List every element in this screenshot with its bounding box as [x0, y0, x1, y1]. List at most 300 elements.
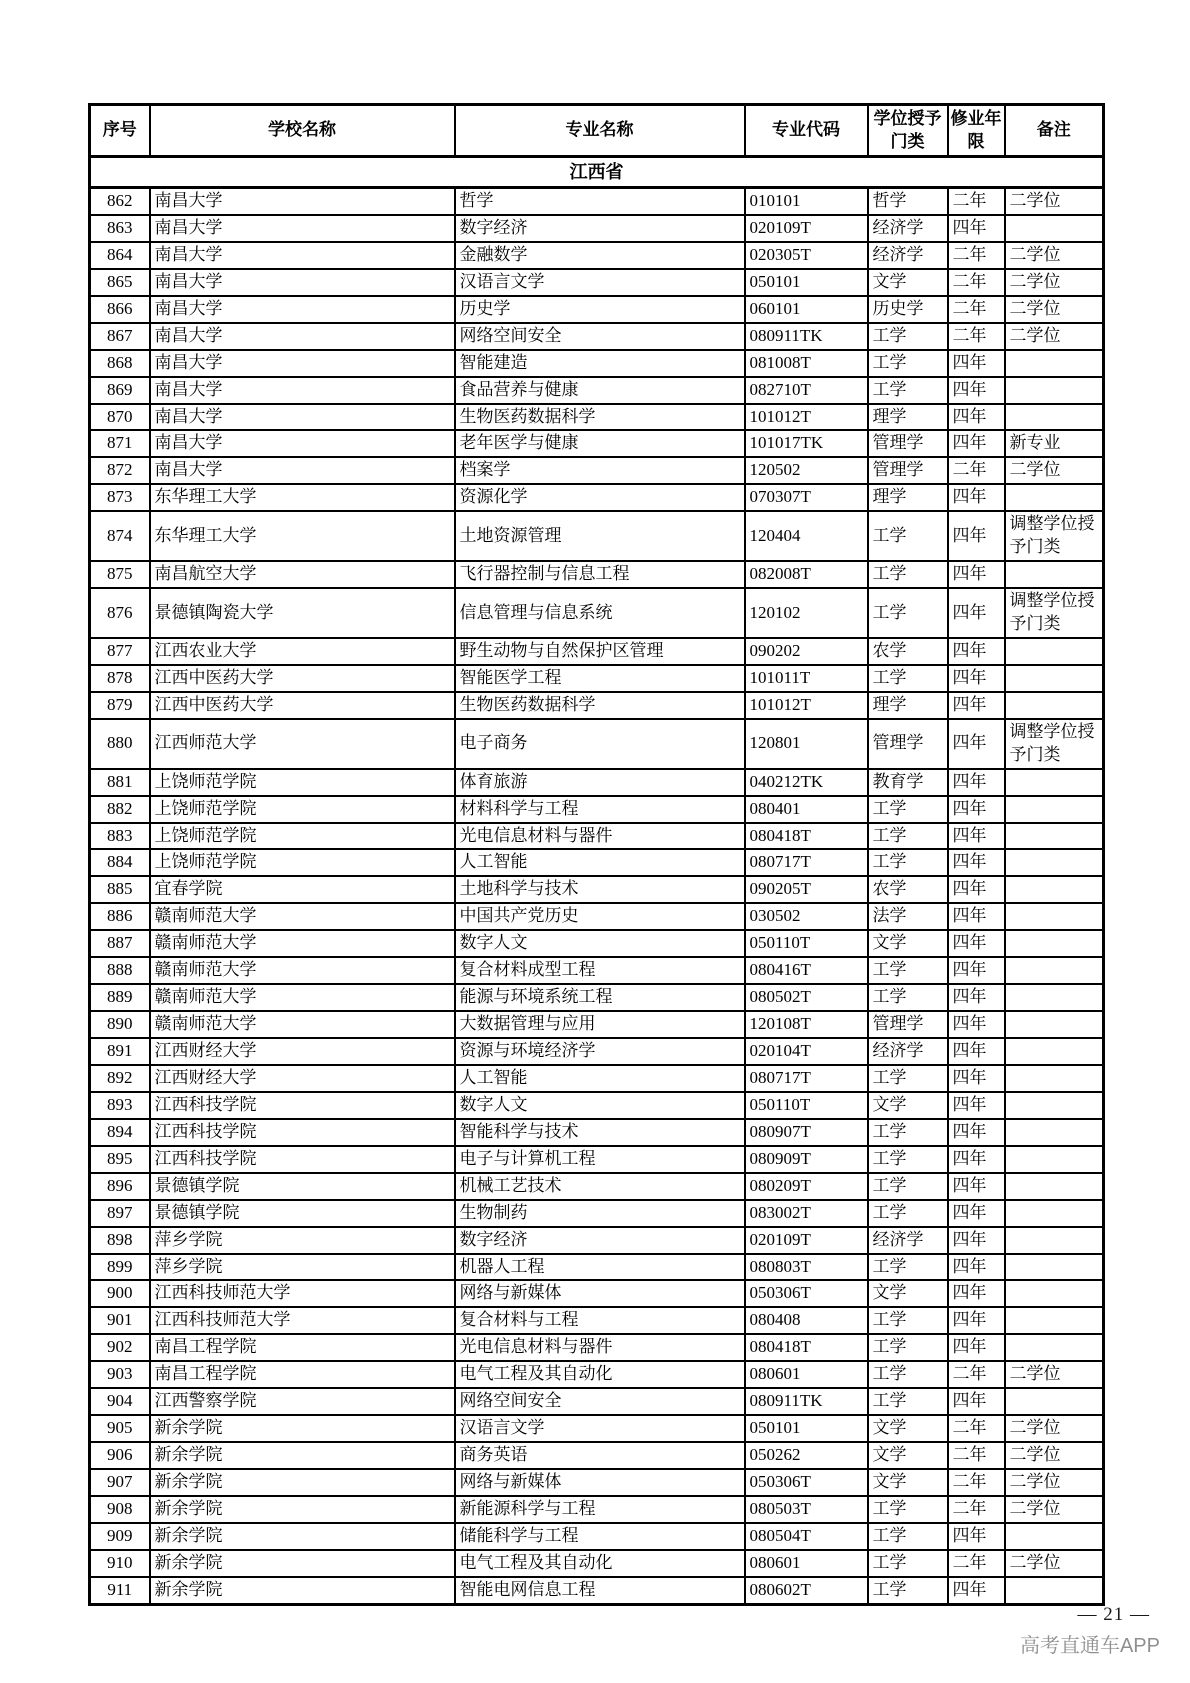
cell-major: 电子与计算机工程: [455, 1146, 745, 1173]
cell-years: 四年: [948, 1200, 1005, 1227]
cell-remark: 调整学位授予门类: [1005, 719, 1104, 769]
cell-degree: 经济学: [868, 215, 948, 242]
cell-school: 赣南师范大学: [150, 984, 455, 1011]
table-row: [90, 404, 1104, 431]
cell-no: 910: [90, 1550, 150, 1577]
cell-remark: 二学位: [1005, 1469, 1104, 1496]
table-row: [90, 561, 1104, 588]
cell-years: 四年: [948, 1173, 1005, 1200]
cell-major: 档案学: [455, 457, 745, 484]
cell-major: 网络与新媒体: [455, 1469, 745, 1496]
cell-degree: 经济学: [868, 1227, 948, 1254]
cell-code: 060101: [745, 296, 868, 323]
cell-years: 四年: [948, 984, 1005, 1011]
cell-code: 120404: [745, 511, 868, 561]
cell-remark: [1005, 1254, 1104, 1281]
cell-remark: 新专业: [1005, 430, 1104, 457]
cell-degree: 工学: [868, 849, 948, 876]
cell-school: 赣南师范大学: [150, 930, 455, 957]
col-header-degree: 学位授予门类: [868, 105, 948, 157]
cell-school: 南昌大学: [150, 430, 455, 457]
cell-remark: [1005, 665, 1104, 692]
table-row: [90, 796, 1104, 823]
cell-degree: 工学: [868, 823, 948, 850]
cell-no: 871: [90, 430, 150, 457]
cell-major: 老年医学与健康: [455, 430, 745, 457]
table-row: [90, 242, 1104, 269]
cell-no: 885: [90, 876, 150, 903]
cell-no: 893: [90, 1092, 150, 1119]
cell-remark: 二学位: [1005, 242, 1104, 269]
cell-school: 东华理工大学: [150, 484, 455, 511]
cell-school: 南昌工程学院: [150, 1361, 455, 1388]
table-row: [90, 719, 1104, 769]
cell-remark: [1005, 1065, 1104, 1092]
cell-no: 907: [90, 1469, 150, 1496]
cell-school: 南昌大学: [150, 350, 455, 377]
cell-years: 四年: [948, 404, 1005, 431]
table-row: [90, 1065, 1104, 1092]
cell-major: 网络与新媒体: [455, 1280, 745, 1307]
cell-major: 资源与环境经济学: [455, 1038, 745, 1065]
cell-major: 野生动物与自然保护区管理: [455, 638, 745, 665]
cell-degree: 工学: [868, 323, 948, 350]
cell-no: 877: [90, 638, 150, 665]
cell-no: 873: [90, 484, 150, 511]
cell-degree: 文学: [868, 1442, 948, 1469]
cell-no: 900: [90, 1280, 150, 1307]
cell-major: 数字经济: [455, 215, 745, 242]
cell-school: 新余学院: [150, 1469, 455, 1496]
cell-years: 四年: [948, 903, 1005, 930]
cell-remark: [1005, 1577, 1104, 1604]
cell-years: 四年: [948, 1577, 1005, 1604]
cell-years: 四年: [948, 957, 1005, 984]
cell-remark: [1005, 1388, 1104, 1415]
cell-years: 二年: [948, 1361, 1005, 1388]
cell-years: 二年: [948, 1415, 1005, 1442]
cell-code: 050306T: [745, 1469, 868, 1496]
cell-remark: [1005, 1173, 1104, 1200]
cell-code: 120102: [745, 588, 868, 638]
cell-degree: 文学: [868, 1280, 948, 1307]
cell-school: 江西农业大学: [150, 638, 455, 665]
cell-major: 电气工程及其自动化: [455, 1361, 745, 1388]
cell-years: 四年: [948, 823, 1005, 850]
cell-school: 新余学院: [150, 1442, 455, 1469]
cell-degree: 理学: [868, 692, 948, 719]
cell-degree: 工学: [868, 665, 948, 692]
cell-remark: [1005, 1200, 1104, 1227]
cell-remark: 二学位: [1005, 457, 1104, 484]
cell-remark: [1005, 638, 1104, 665]
cell-school: 东华理工大学: [150, 511, 455, 561]
cell-code: 090205T: [745, 876, 868, 903]
cell-no: 886: [90, 903, 150, 930]
table-row: [90, 1200, 1104, 1227]
cell-remark: 二学位: [1005, 1442, 1104, 1469]
cell-no: 878: [90, 665, 150, 692]
cell-degree: 工学: [868, 1550, 948, 1577]
cell-code: 082710T: [745, 377, 868, 404]
table-row: [90, 1388, 1104, 1415]
cell-school: 赣南师范大学: [150, 1011, 455, 1038]
cell-code: 080907T: [745, 1119, 868, 1146]
cell-code: 101011T: [745, 665, 868, 692]
cell-years: 二年: [948, 1469, 1005, 1496]
cell-code: 080909T: [745, 1146, 868, 1173]
cell-code: 080503T: [745, 1496, 868, 1523]
table-row: [90, 1011, 1104, 1038]
cell-years: 四年: [948, 849, 1005, 876]
cell-remark: 调整学位授予门类: [1005, 511, 1104, 561]
cell-code: 080416T: [745, 957, 868, 984]
cell-major: 生物医药数据科学: [455, 692, 745, 719]
cell-school: 南昌大学: [150, 269, 455, 296]
table-row: [90, 377, 1104, 404]
cell-remark: 二学位: [1005, 1361, 1104, 1388]
cell-major: 智能电网信息工程: [455, 1577, 745, 1604]
cell-school: 江西中医药大学: [150, 692, 455, 719]
cell-school: 南昌大学: [150, 242, 455, 269]
cell-school: 江西警察学院: [150, 1388, 455, 1415]
cell-no: 864: [90, 242, 150, 269]
cell-major: 机器人工程: [455, 1254, 745, 1281]
cell-years: 二年: [948, 269, 1005, 296]
cell-major: 体育旅游: [455, 769, 745, 796]
cell-remark: [1005, 849, 1104, 876]
cell-no: 881: [90, 769, 150, 796]
cell-years: 四年: [948, 719, 1005, 769]
table-row: [90, 1361, 1104, 1388]
cell-remark: [1005, 404, 1104, 431]
col-header-remark: 备注: [1005, 105, 1104, 157]
cell-years: 二年: [948, 188, 1005, 215]
table-row: [90, 849, 1104, 876]
cell-major: 网络空间安全: [455, 323, 745, 350]
col-header-school: 学校名称: [150, 105, 455, 157]
cell-degree: 工学: [868, 1307, 948, 1334]
cell-no: 895: [90, 1146, 150, 1173]
cell-school: 新余学院: [150, 1577, 455, 1604]
cell-major: 网络空间安全: [455, 1388, 745, 1415]
table-row: [90, 1496, 1104, 1523]
cell-years: 四年: [948, 377, 1005, 404]
table-row: [90, 769, 1104, 796]
cell-no: 888: [90, 957, 150, 984]
table-row: [90, 1280, 1104, 1307]
cell-school: 南昌大学: [150, 323, 455, 350]
cell-school: 江西科技学院: [150, 1119, 455, 1146]
cell-no: 889: [90, 984, 150, 1011]
cell-school: 萍乡学院: [150, 1254, 455, 1281]
cell-degree: 工学: [868, 1119, 948, 1146]
cell-no: 901: [90, 1307, 150, 1334]
cell-years: 四年: [948, 1523, 1005, 1550]
cell-major: 电气工程及其自动化: [455, 1550, 745, 1577]
cell-code: 020109T: [745, 215, 868, 242]
col-header-no: 序号: [90, 105, 150, 157]
cell-no: 902: [90, 1334, 150, 1361]
cell-years: 四年: [948, 1092, 1005, 1119]
cell-degree: 管理学: [868, 719, 948, 769]
cell-no: 911: [90, 1577, 150, 1604]
table-row: [90, 430, 1104, 457]
cell-degree: 工学: [868, 1496, 948, 1523]
cell-school: 新余学院: [150, 1415, 455, 1442]
cell-no: 897: [90, 1200, 150, 1227]
cell-code: 050101: [745, 269, 868, 296]
cell-years: 四年: [948, 1307, 1005, 1334]
cell-degree: 文学: [868, 1469, 948, 1496]
cell-years: 四年: [948, 769, 1005, 796]
cell-degree: 管理学: [868, 430, 948, 457]
cell-code: 020305T: [745, 242, 868, 269]
cell-code: 030502: [745, 903, 868, 930]
table-row: [90, 1119, 1104, 1146]
cell-major: 人工智能: [455, 1065, 745, 1092]
cell-school: 萍乡学院: [150, 1227, 455, 1254]
cell-remark: 二学位: [1005, 1415, 1104, 1442]
cell-remark: [1005, 1119, 1104, 1146]
cell-code: 080601: [745, 1361, 868, 1388]
cell-degree: 工学: [868, 1334, 948, 1361]
cell-degree: 管理学: [868, 457, 948, 484]
cell-code: 080401: [745, 796, 868, 823]
table-row: [90, 1092, 1104, 1119]
table-row: [90, 1577, 1104, 1604]
cell-major: 商务英语: [455, 1442, 745, 1469]
cell-school: 新余学院: [150, 1523, 455, 1550]
cell-years: 四年: [948, 430, 1005, 457]
cell-remark: [1005, 215, 1104, 242]
cell-code: 080418T: [745, 1334, 868, 1361]
table-row: [90, 1550, 1104, 1577]
cell-school: 江西师范大学: [150, 719, 455, 769]
cell-remark: [1005, 350, 1104, 377]
cell-major: 储能科学与工程: [455, 1523, 745, 1550]
cell-major: 智能医学工程: [455, 665, 745, 692]
cell-code: 080911TK: [745, 323, 868, 350]
cell-code: 050110T: [745, 930, 868, 957]
cell-remark: [1005, 1523, 1104, 1550]
cell-school: 景德镇学院: [150, 1200, 455, 1227]
cell-no: 872: [90, 457, 150, 484]
cell-major: 光电信息材料与器件: [455, 1334, 745, 1361]
table-row: [90, 1227, 1104, 1254]
cell-major: 生物制药: [455, 1200, 745, 1227]
cell-no: 899: [90, 1254, 150, 1281]
cell-school: 上饶师范学院: [150, 796, 455, 823]
cell-major: 哲学: [455, 188, 745, 215]
cell-years: 四年: [948, 511, 1005, 561]
watermark-text: 高考直通车APP: [1019, 1635, 1160, 1657]
table-row: [90, 484, 1104, 511]
cell-remark: [1005, 769, 1104, 796]
cell-years: 四年: [948, 1227, 1005, 1254]
cell-degree: 工学: [868, 796, 948, 823]
cell-major: 资源化学: [455, 484, 745, 511]
cell-code: 080803T: [745, 1254, 868, 1281]
cell-school: 上饶师范学院: [150, 849, 455, 876]
cell-degree: 工学: [868, 1065, 948, 1092]
cell-degree: 理学: [868, 484, 948, 511]
cell-degree: 工学: [868, 1388, 948, 1415]
cell-major: 数字人文: [455, 930, 745, 957]
cell-remark: [1005, 957, 1104, 984]
cell-major: 历史学: [455, 296, 745, 323]
cell-code: 080504T: [745, 1523, 868, 1550]
cell-remark: [1005, 377, 1104, 404]
cell-code: 010101: [745, 188, 868, 215]
cell-degree: 工学: [868, 984, 948, 1011]
table-row: [90, 823, 1104, 850]
table-row: [90, 930, 1104, 957]
cell-years: 四年: [948, 692, 1005, 719]
table-row: [90, 511, 1104, 561]
cell-years: 四年: [948, 638, 1005, 665]
cell-no: 862: [90, 188, 150, 215]
cell-remark: [1005, 823, 1104, 850]
cell-no: 883: [90, 823, 150, 850]
cell-major: 机械工艺技术: [455, 1173, 745, 1200]
cell-years: 四年: [948, 350, 1005, 377]
cell-code: 081008T: [745, 350, 868, 377]
cell-no: 909: [90, 1523, 150, 1550]
cell-years: 二年: [948, 242, 1005, 269]
cell-no: 868: [90, 350, 150, 377]
cell-major: 人工智能: [455, 849, 745, 876]
cell-school: 江西科技学院: [150, 1092, 455, 1119]
cell-code: 080209T: [745, 1173, 868, 1200]
cell-major: 信息管理与信息系统: [455, 588, 745, 638]
cell-school: 景德镇陶瓷大学: [150, 588, 455, 638]
cell-school: 南昌工程学院: [150, 1334, 455, 1361]
table-row: [90, 665, 1104, 692]
cell-major: 食品营养与健康: [455, 377, 745, 404]
cell-major: 复合材料成型工程: [455, 957, 745, 984]
cell-major: 复合材料与工程: [455, 1307, 745, 1334]
cell-no: 908: [90, 1496, 150, 1523]
cell-school: 景德镇学院: [150, 1173, 455, 1200]
cell-remark: [1005, 1280, 1104, 1307]
table-row: [90, 188, 1104, 215]
cell-remark: 调整学位授予门类: [1005, 588, 1104, 638]
cell-school: 南昌大学: [150, 404, 455, 431]
table-row: [90, 1038, 1104, 1065]
cell-no: 876: [90, 588, 150, 638]
cell-no: 865: [90, 269, 150, 296]
cell-degree: 工学: [868, 1577, 948, 1604]
col-header-major: 专业名称: [455, 105, 745, 157]
table-row: [90, 1307, 1104, 1334]
cell-school: 江西财经大学: [150, 1038, 455, 1065]
cell-years: 二年: [948, 1550, 1005, 1577]
cell-years: 四年: [948, 484, 1005, 511]
cell-years: 四年: [948, 1254, 1005, 1281]
cell-school: 南昌大学: [150, 188, 455, 215]
cell-no: 898: [90, 1227, 150, 1254]
cell-code: 080717T: [745, 1065, 868, 1092]
table-header-row: [90, 105, 1104, 157]
cell-major: 土地科学与技术: [455, 876, 745, 903]
cell-years: 二年: [948, 296, 1005, 323]
cell-school: 江西科技学院: [150, 1146, 455, 1173]
cell-code: 120801: [745, 719, 868, 769]
cell-code: 080418T: [745, 823, 868, 850]
cell-major: 汉语言文学: [455, 1415, 745, 1442]
cell-major: 智能建造: [455, 350, 745, 377]
table-row: [90, 350, 1104, 377]
cell-no: 903: [90, 1361, 150, 1388]
table-row: [90, 269, 1104, 296]
cell-years: 四年: [948, 1119, 1005, 1146]
cell-no: 890: [90, 1011, 150, 1038]
cell-remark: 二学位: [1005, 269, 1104, 296]
cell-major: 新能源科学与工程: [455, 1496, 745, 1523]
cell-school: 赣南师范大学: [150, 903, 455, 930]
cell-remark: [1005, 1146, 1104, 1173]
col-header-code: 专业代码: [745, 105, 868, 157]
cell-degree: 工学: [868, 377, 948, 404]
cell-no: 892: [90, 1065, 150, 1092]
cell-major: 中国共产党历史: [455, 903, 745, 930]
cell-degree: 法学: [868, 903, 948, 930]
cell-code: 101012T: [745, 692, 868, 719]
cell-years: 四年: [948, 1334, 1005, 1361]
cell-major: 光电信息材料与器件: [455, 823, 745, 850]
cell-code: 050110T: [745, 1092, 868, 1119]
cell-code: 050101: [745, 1415, 868, 1442]
cell-degree: 教育学: [868, 769, 948, 796]
cell-major: 能源与环境系统工程: [455, 984, 745, 1011]
cell-remark: [1005, 796, 1104, 823]
cell-code: 040212TK: [745, 769, 868, 796]
cell-school: 新余学院: [150, 1496, 455, 1523]
cell-degree: 管理学: [868, 1011, 948, 1038]
cell-remark: [1005, 1307, 1104, 1334]
cell-years: 二年: [948, 457, 1005, 484]
cell-degree: 工学: [868, 1146, 948, 1173]
cell-no: 906: [90, 1442, 150, 1469]
cell-no: 884: [90, 849, 150, 876]
cell-remark: [1005, 1092, 1104, 1119]
cell-no: 894: [90, 1119, 150, 1146]
cell-remark: [1005, 692, 1104, 719]
cell-major: 土地资源管理: [455, 511, 745, 561]
cell-code: 080602T: [745, 1577, 868, 1604]
section-row: [90, 157, 1104, 188]
cell-code: 050262: [745, 1442, 868, 1469]
cell-major: 材料科学与工程: [455, 796, 745, 823]
cell-code: 080502T: [745, 984, 868, 1011]
cell-remark: [1005, 876, 1104, 903]
cell-remark: 二学位: [1005, 188, 1104, 215]
cell-remark: [1005, 930, 1104, 957]
cell-code: 020104T: [745, 1038, 868, 1065]
cell-code: 070307T: [745, 484, 868, 511]
cell-years: 四年: [948, 930, 1005, 957]
cell-school: 宜春学院: [150, 876, 455, 903]
cell-no: 879: [90, 692, 150, 719]
cell-remark: [1005, 561, 1104, 588]
cell-years: 四年: [948, 588, 1005, 638]
cell-school: 南昌大学: [150, 296, 455, 323]
cell-degree: 理学: [868, 404, 948, 431]
cell-code: 080408: [745, 1307, 868, 1334]
cell-code: 101012T: [745, 404, 868, 431]
cell-code: 080911TK: [745, 1388, 868, 1415]
